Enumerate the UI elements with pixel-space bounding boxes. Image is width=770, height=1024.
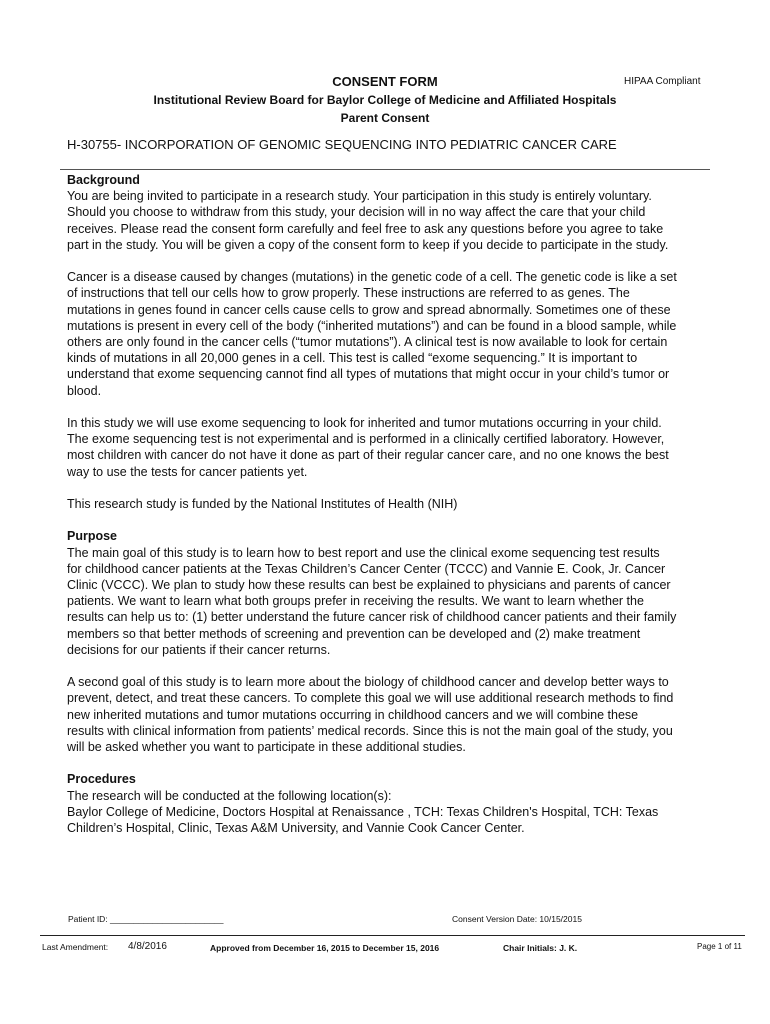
background-heading: Background (67, 173, 140, 187)
background-paragraph-4: This research study is funded by the National Institutes of Health (NIH) (67, 497, 458, 512)
footer-divider (40, 935, 745, 936)
purpose-paragraph-1: The main goal of this study is to learn how to best report and use the clinical exome sequencing test results for childhood cancer patients at the Texas Children’s Cancer Center (TCCC) and Vannie E. Cook, Jr. Cancer Clinic (VCCC). We plan to study how these results can best be explained to physicians and parents of cancer patients. We want to learn what both groups prefer in receiving the results. We want to learn whether the results can help us to: (1) better understand the future cancer risk of childhood cancer patients and their family members so that better methods of screening and prevention can be developed and (2) make treatment decisions for our patients if their cancer returns. (67, 545, 677, 657)
document-body (67, 172, 677, 836)
purpose-paragraph-2: A second goal of this study is to learn more about the biology of childhood cancer and develop better ways to prevent, detect, and treat these cancers. To complete this goal we will use additional research methods to find new inherited mutations and tumor mutations occurring in childhood cancers and we will combine these results with clinical information from patients’ medical records. Since this is not the main goal of the study, you will be asked whether you want to participate in these additional studies. (67, 675, 674, 755)
amendment-label: Last Amendment: (42, 942, 109, 952)
procedures-paragraph-1: The research will be conducted at the following location(s): (67, 788, 392, 803)
purpose-heading: Purpose (67, 529, 118, 544)
page-number: Page 1 of 11 (697, 942, 742, 951)
patient-id-field: Patient ID: ________________________ (68, 914, 224, 924)
procedures-paragraph-2: Baylor College of Medicine, Doctors Hospital at Renaissance , TCH: Texas Children's Hospital, TCH: Texas Children’s Hospital, Clinic, Texas A&M University, and Vannie Cook Cancer Center. (67, 804, 659, 836)
approval-period: Approved from December 16, 2015 to December 15, 2016 (210, 943, 440, 953)
study-title: H-30755- INCORPORATION OF GENOMIC SEQUENCING INTO PEDIATRIC CANCER CARE (67, 137, 617, 152)
chair-initials: Chair Initials: J. K. (503, 943, 578, 953)
hipaa-label: HIPAA Compliant (624, 76, 701, 87)
consent-type: Parent Consent (340, 111, 430, 125)
amendment-date: 4/8/2016 (128, 941, 167, 952)
form-title: CONSENT FORM (332, 74, 438, 89)
background-paragraph-3: In this study we will use exome sequencing to look for inherited and tumor mutations occurring in your child. The exome sequencing test is not experimental and is performed in a clinically certified laboratory. However, most children with cancer do not have it done as part of their regular cancer care, and no one knows the best way to use the tests for cancer patients yet. (67, 416, 669, 479)
background-paragraph-2: Cancer is a disease caused by changes (mutations) in the genetic code of a cell. The genetic code is like a set of instructions that tell our cells how to grow properly. These instructions are referred to as genes. The mutations in genes found in cancer cells cause cells to grow and spread abnormally. Sometimes one of these mutations is present in every cell of the body (“inherited mutations”) and can be found in a blood sample, while others are only found in the cancer cells (“tumor mutations”). A clinical test is now available to look for certain kinds of mutations in all 20,000 genes in a cell. This test is called “exome sequencing.” It is important to understand that exome sequencing cannot find all types of mutations that might occur in your child’s tumor or blood. (67, 270, 677, 398)
procedures-heading: Procedures (67, 772, 136, 787)
background-paragraph-1: You are being invited to participate in a research study. Your participation in this study is entirely voluntary. Should you choose to withdraw from this study, your decision will in no way affect the care that your child receives. Please read the consent form carefully and feel free to ask any questions before you agree to take part in the study. You will be given a copy of the consent form to keep if you decide to participate in the study. (67, 189, 669, 252)
irb-heading: Institutional Review Board for Baylor College of Medicine and Affiliated Hospitals (153, 93, 617, 107)
consent-version-date: Consent Version Date: 10/15/2015 (452, 914, 582, 924)
header-divider (60, 169, 710, 170)
